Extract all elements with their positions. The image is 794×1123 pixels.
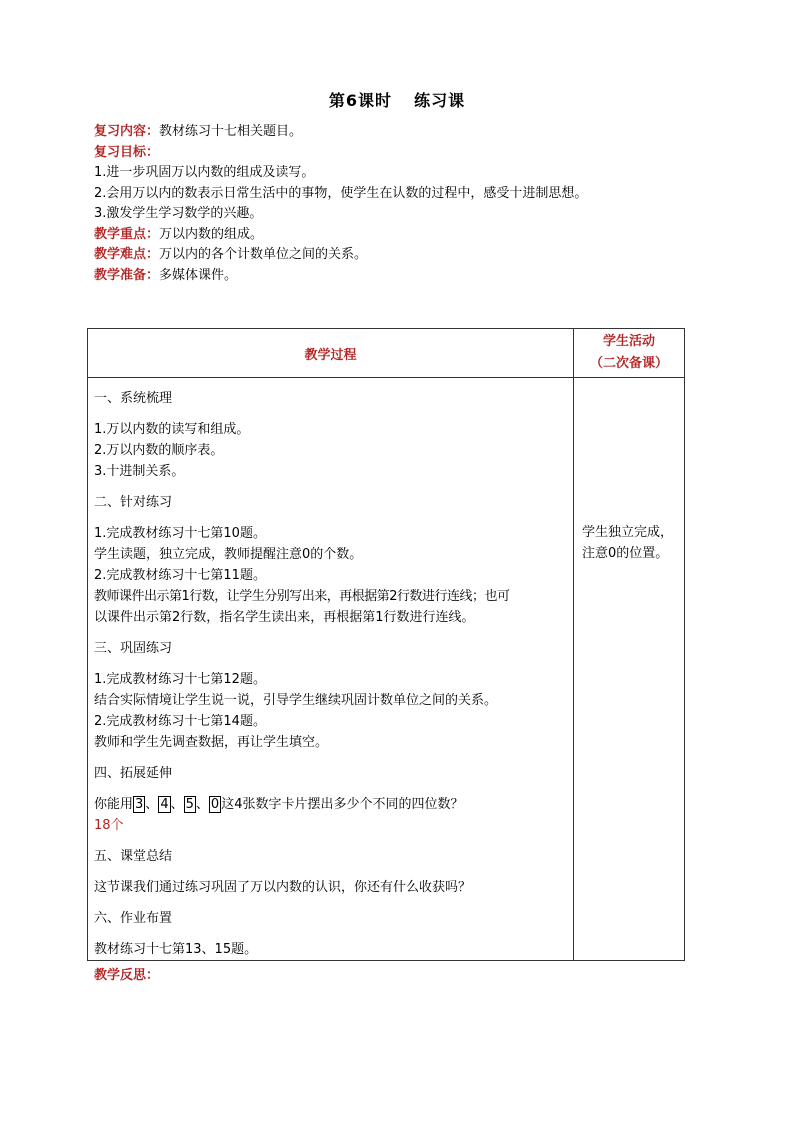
review-content-row (94, 122, 714, 143)
activity-cell (574, 378, 685, 961)
preparation-row (94, 266, 714, 287)
question-suffix: 这4张数字卡片摆出多少个不同的四位数？ (221, 797, 464, 812)
review-content-value: 教材练习十七相关题目。 (159, 124, 303, 139)
section-line: 结合实际情境让学生说一说，引导学生继续巩固计数单位之间的关系。 (94, 693, 498, 708)
difficulty-value: 万以内的各个计数单位之间的关系。 (159, 247, 368, 262)
process-column-header: 教学过程 (88, 329, 574, 378)
section-title: 二、针对练习 (94, 495, 173, 510)
page-title (0, 88, 794, 111)
lesson-number: 第6课时 (328, 91, 393, 110)
digit-card: 4 (160, 797, 169, 812)
section-line: 这节课我们通过练习巩固了万以内数的认识，你还有什么收获吗？ (94, 880, 472, 895)
review-content-label: 复习内容： (94, 124, 160, 139)
section-title: 三、巩固练习 (94, 641, 173, 656)
key-point-label: 教学重点： (94, 226, 160, 242)
digit-card: 5 (185, 797, 194, 812)
goal-item: 3.激发学生学习数学的兴趣。 (94, 206, 263, 221)
reflection-label: 教学反思： (94, 968, 160, 983)
digit-card: 3 (135, 797, 144, 812)
activity-header-line2: （二次备课） (589, 356, 668, 371)
digit-card: 0 (210, 797, 220, 812)
goal-item: 1.进一步巩固万以内数的组成及读写。 (94, 165, 315, 180)
lesson-header (94, 122, 714, 286)
activity-note-line2: 注意0的位置。 (582, 546, 669, 561)
section-line: 2.万以内数的顺序表。 (94, 443, 224, 458)
section-line: 1.万以内数的读写和组成。 (94, 422, 250, 437)
section-line: 教材练习十七第13、15题。 (94, 942, 258, 957)
section-title: 五、课堂总结 (94, 849, 173, 864)
extension-answer: 18个 (94, 818, 124, 833)
separator: 、 (170, 797, 184, 812)
activity-column-header (574, 329, 685, 378)
section-line: 2.完成教材练习十七第11题。 (94, 568, 266, 583)
activity-note-line1: 学生独立完成， (582, 525, 674, 540)
section-line: 1.完成教材练习十七第12题。 (94, 672, 266, 687)
lesson-name: 练习课 (414, 91, 466, 110)
section-line: 教师和学生先调查数据，再让学生填空。 (94, 735, 329, 750)
difficulty-label: 教学难点： (94, 247, 160, 262)
goals-label-row (94, 143, 714, 164)
separator: 、 (145, 797, 159, 812)
goals-label: 复习目标： (94, 144, 160, 160)
key-point-value: 万以内数的组成。 (159, 226, 264, 242)
preparation-value: 多媒体课件。 (159, 267, 238, 283)
extension-question (94, 794, 573, 815)
section-line: 教师课件出示第1行数，让学生分别写出来，再根据第2行数进行连线；也可 (94, 589, 510, 604)
separator: 、 (195, 797, 209, 812)
section-line: 2.完成教材练习十七第14题。 (94, 714, 266, 729)
section-title: 四、拓展延伸 (94, 766, 173, 781)
process-cell (88, 378, 574, 961)
difficulty-row (94, 245, 714, 266)
section-line: 1.完成教材练习十七第10题。 (94, 526, 266, 541)
section-line: 以课件出示第2行数，指名学生读出来，再根据第1行数进行连线。 (94, 610, 475, 625)
section-line: 3.十进制关系。 (94, 464, 185, 479)
preparation-label: 教学准备： (94, 267, 160, 283)
lesson-process-table (87, 328, 685, 961)
section-title: 六、作业布置 (94, 911, 173, 926)
question-prefix: 你能用 (94, 797, 134, 812)
goal-item: 2.会用万以内的数表示日常生活中的事物，使学生在认数的过程中，感受十进制思想。 (94, 185, 588, 201)
section-line: 学生读题，独立完成，教师提醒注意0的个数。 (94, 547, 363, 562)
section-title: 一、系统梳理 (94, 391, 173, 406)
key-point-row (94, 225, 714, 246)
activity-header-line1: 学生活动 (602, 334, 655, 349)
